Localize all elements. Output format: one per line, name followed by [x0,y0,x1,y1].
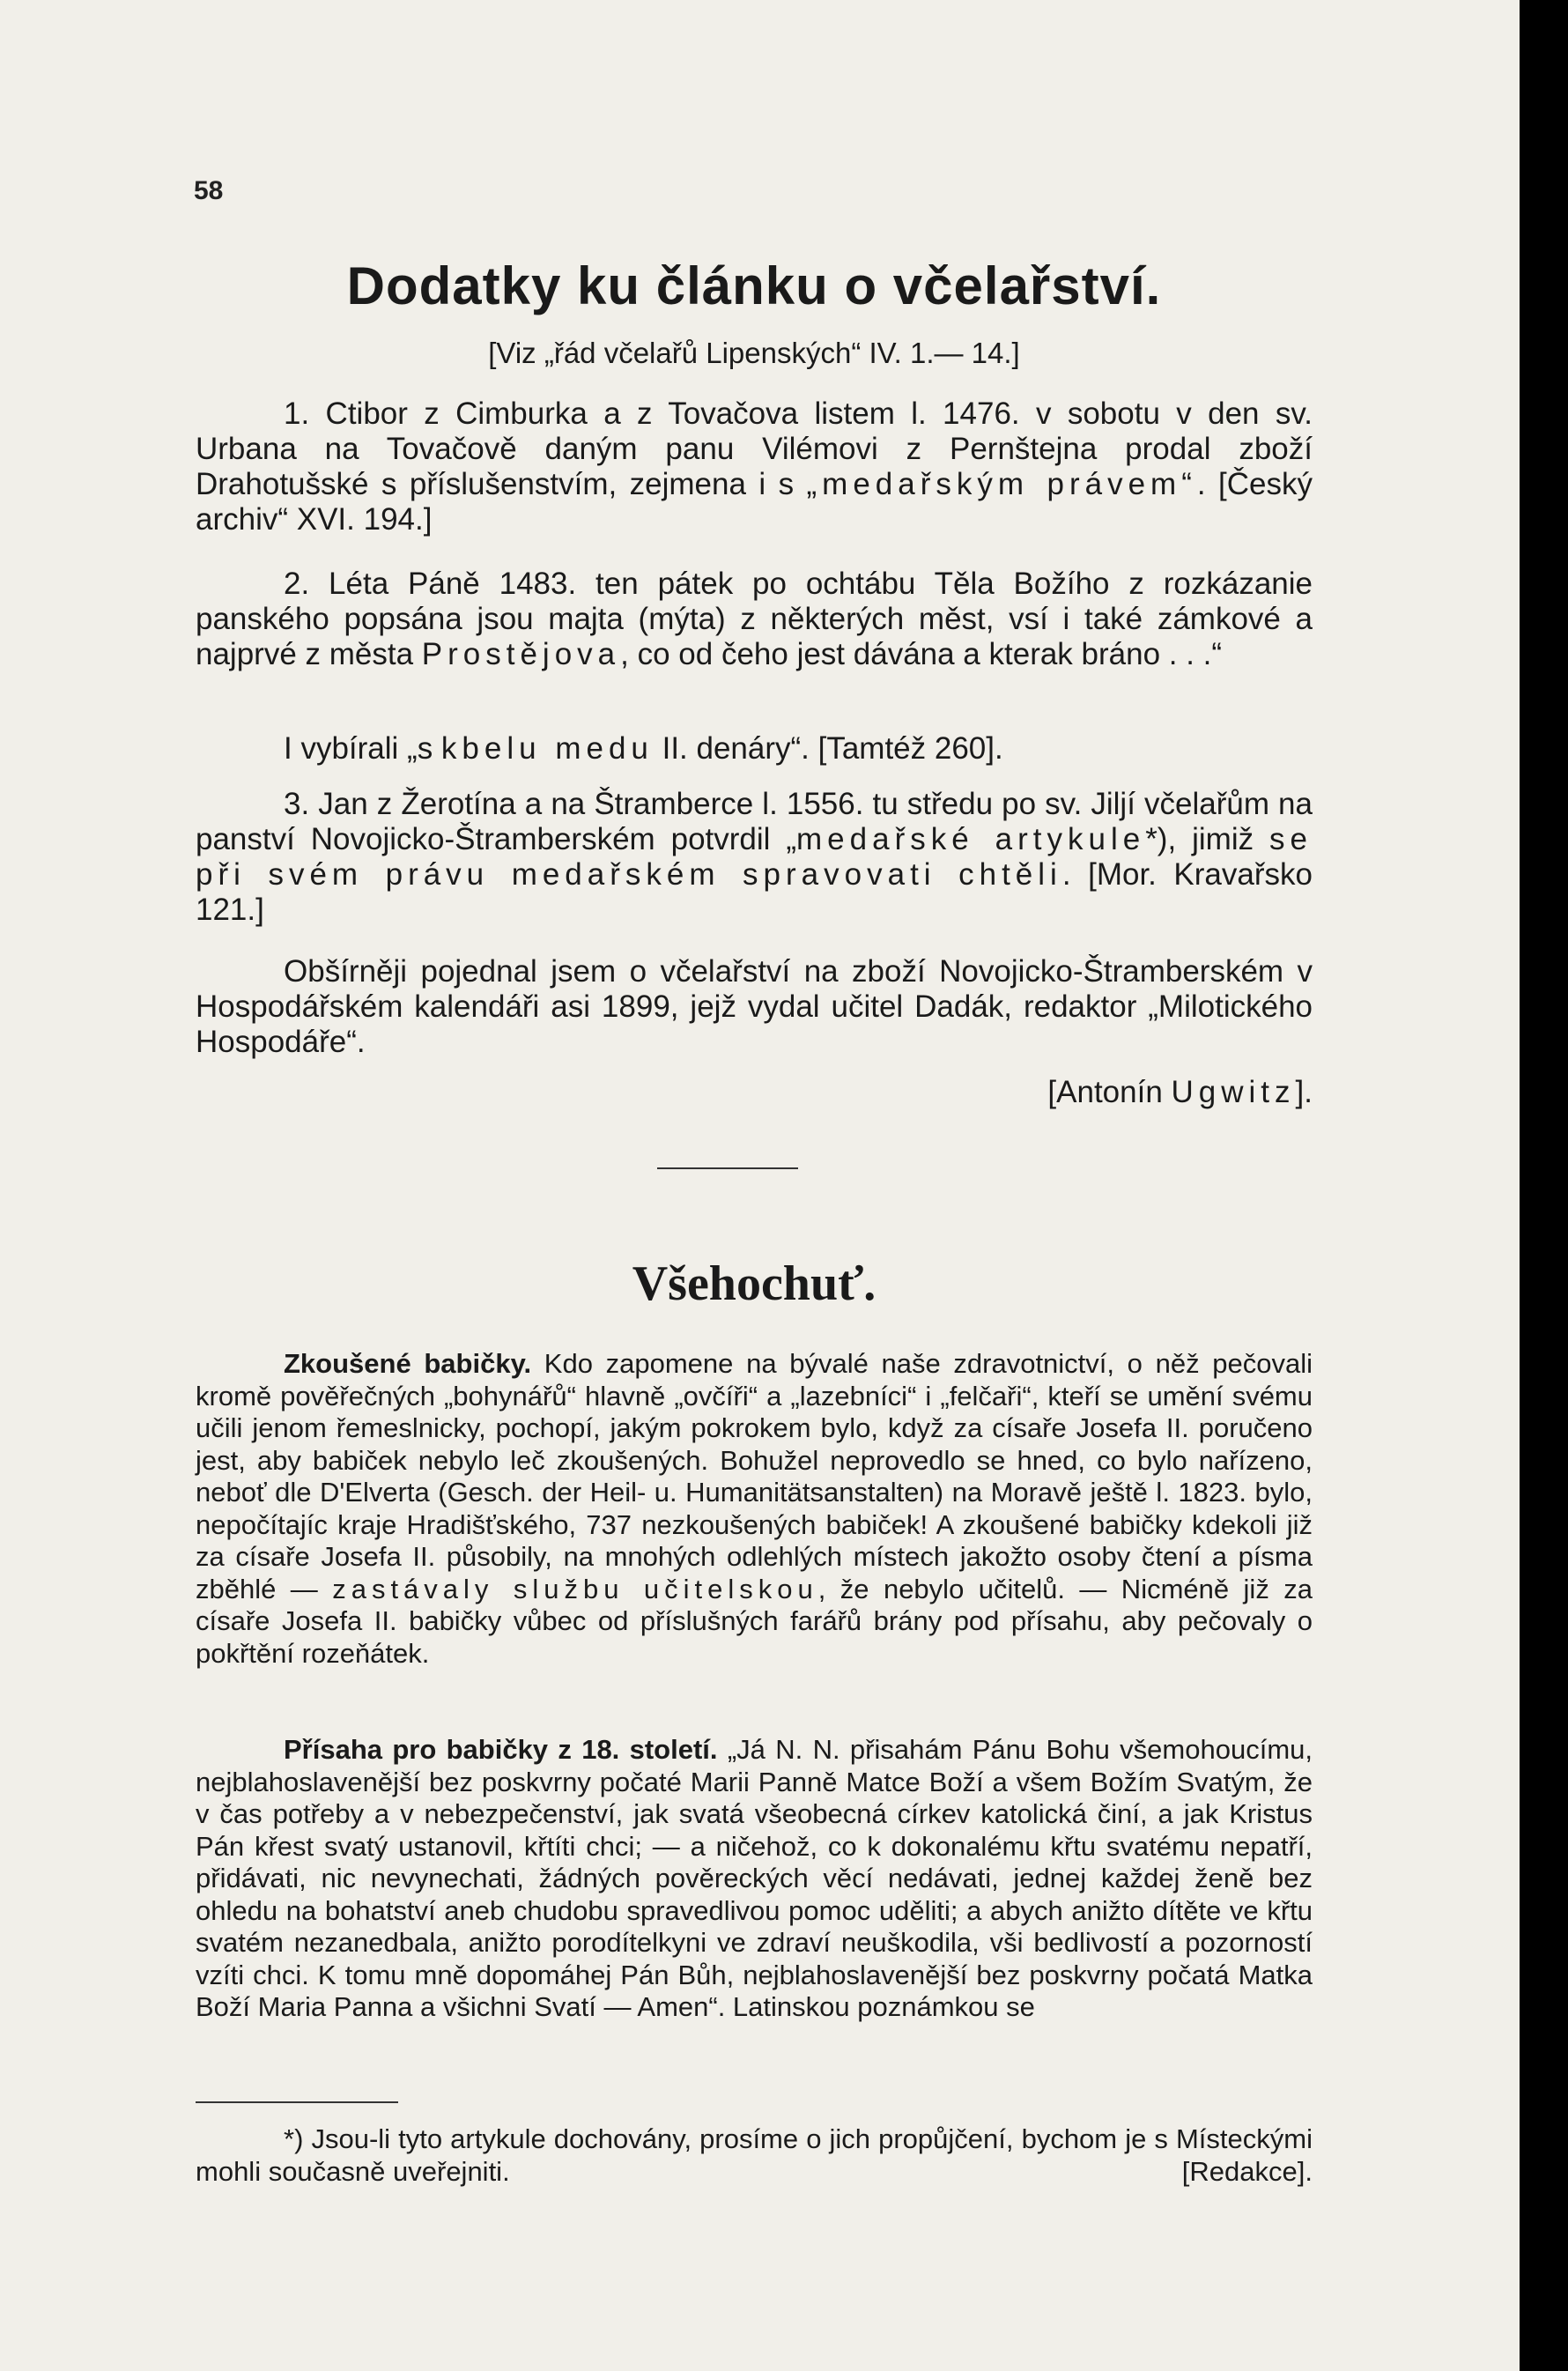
author-signature [1047,1075,1313,1110]
p2-bold: 2. Léta Páně 1483. ten pátek po ochtábu Těla Božího z rozkázanie panského popsána jsou majta (mýta) z některých měst, vsí i také zámkové a najprvé z města [196,567,1313,671]
footnote-credit: [Redakce]. [1181,2155,1313,2187]
signature-spaced: Ugwitz [1171,1075,1296,1109]
signature-start: [Antonín [1047,1075,1172,1109]
p4-end: . [Mor. Kravařsko 121.] [196,857,1313,927]
section-title: Všehochuť. [632,1256,876,1311]
article-subtitle: [Viz „řád včelařů Lipenských“ IV. 1.— 14.] [488,337,1020,369]
signature-end: ]. [1295,1075,1313,1109]
p4-spaced-2: se při svém právu medařském spravovati chtěli [196,822,1313,892]
section-1-end: , že nebylo učitelů. — Nicméně již za císaře Josefa II. babičky vůbec od příslušných farářů brány pod přísahu, aby pečovaly o pokřtění rozeňátek. [196,1573,1313,1669]
p3-end: II. denáry“. [Tamtéž 260]. [653,731,1003,766]
section-2-paragraph [196,1734,1313,2024]
p4-spaced-1: medařské artykule [796,822,1146,856]
p4-text: 3. Jan z Žerotína a na Štramberce l. 1556. tu středu po sv. Jiljí včelařům na panství Novojicko-Štramberském potvrdil „ [196,787,1313,856]
footnote [196,2123,1313,2188]
section-1-paragraph [196,1348,1313,1670]
paragraph-1 [196,396,1313,537]
page-number: 58 [194,176,224,205]
p2-end: , co od čeho jest dávána a kterak bráno . . .“ [620,637,1223,671]
paragraph-4 [196,787,1313,928]
section-2-text: „Já N. N. přisahám Pánu Bohu všemohoucímu, nejblahoslavenější bez poskvrny počaté Marii Panně Matce Boží a všem Božím Svatým, že v čas potřeby a v nebezpečenství, jak svatá všeobecná církev katolická činí, a jak Kristus Pán křest svatý ustanovil, křtíti chci; — a ničehož, co k dokonalému křtu svatému nepatří, přidávati, nic nevynechati, žádných pověreckých věcí nedávati, jednej každej ženě bez ohledu na bohatství aneb chudobu spravedlivou pomoc uděliti; a abych anižto dítěte ve křtu svatém nezanedbala, anižto porodítelkyni ve zdraví neuškodila, vši bedlivostí a pozorností vzíti chci. K tomu mně dopomáhej Pán Bůh, nejblahoslavenější bez poskvrny počatá Matka Boží Maria Panna a všichni Svatí — Amen“. Latinskou poznámkou se [196,1734,1313,2022]
p2-spaced: Prostějova [421,637,621,671]
p3-text: I vybírali „s [284,731,441,766]
p3-spaced: kbelu medu [440,731,654,766]
scan-edge [1520,0,1568,2371]
p1-end: . [Český archiv“ XVI. 194.] [196,467,1313,537]
section-1-spaced: zastávaly službu učitelskou [332,1573,818,1604]
footnote-divider [196,2101,398,2103]
p1-text: 1. Ctibor z Cimburka a z Tovačova listem l. 1476. v sobotu v den sv. Urbana na Tovačově daným panu Vilémovi z Pernštejna prodal zboží Drahotušské s příslušenstvím, zejmena i s [196,396,1313,501]
section-1-text: Kdo zapomene na bývalé naše zdravotnictví, o něž pečovali kromě pověřečných „bohynářů“ hlavně „ovčíři“ a „lazebníci“ i „felčaři“, kteří se umění svému učili jenom řemeslnicky, pochopí, jakým pokrokem bylo, když za císaře Josefa II. poručeno jest, aby babiček nebylo leč zkoušených. Bohužel neprovedlo se hned, co bylo nařízeno, neboť dle D'Elverta (Gesch. der Heil- u. Humanitätsanstalten) na Moravě ještě l. 1823. bylo, nepočítajíc kraje Hradišťského, 737 nezkoušených babiček! A zkoušené babičky kdekoli již za císaře Josefa II. působily, na mnohých odlehlých místech jakožto osoby čtení a písma zběhlé — [196,1348,1313,1604]
paragraph-3 [196,731,1313,767]
paragraph-5: Obšírněji pojednal jsem o včelařství na zboží Novojicko-Štramberském v Hospodářském kalendáři asi 1899, jejž vydal učitel Dadák, redaktor „Milotického Hospodáře“. [196,954,1313,1059]
p1-spaced: „medařským právem“ [806,467,1197,501]
section-2-heading: Přísaha pro babičky z 18. století. [284,1734,718,1765]
article-title: Dodatky ku článku o včelařství. [346,256,1162,315]
paragraph-2 [196,567,1313,672]
section-divider [657,1167,798,1169]
footnote-text: *) Jsou-li tyto artykule dochovány, prosíme o jich propůjčení, bychom je s Místeckými mohli současně uveřejniti. [196,2123,1313,2187]
section-1-heading: Zkoušené babičky. [284,1348,532,1379]
p4-mid: *), jimiž [1145,822,1270,856]
